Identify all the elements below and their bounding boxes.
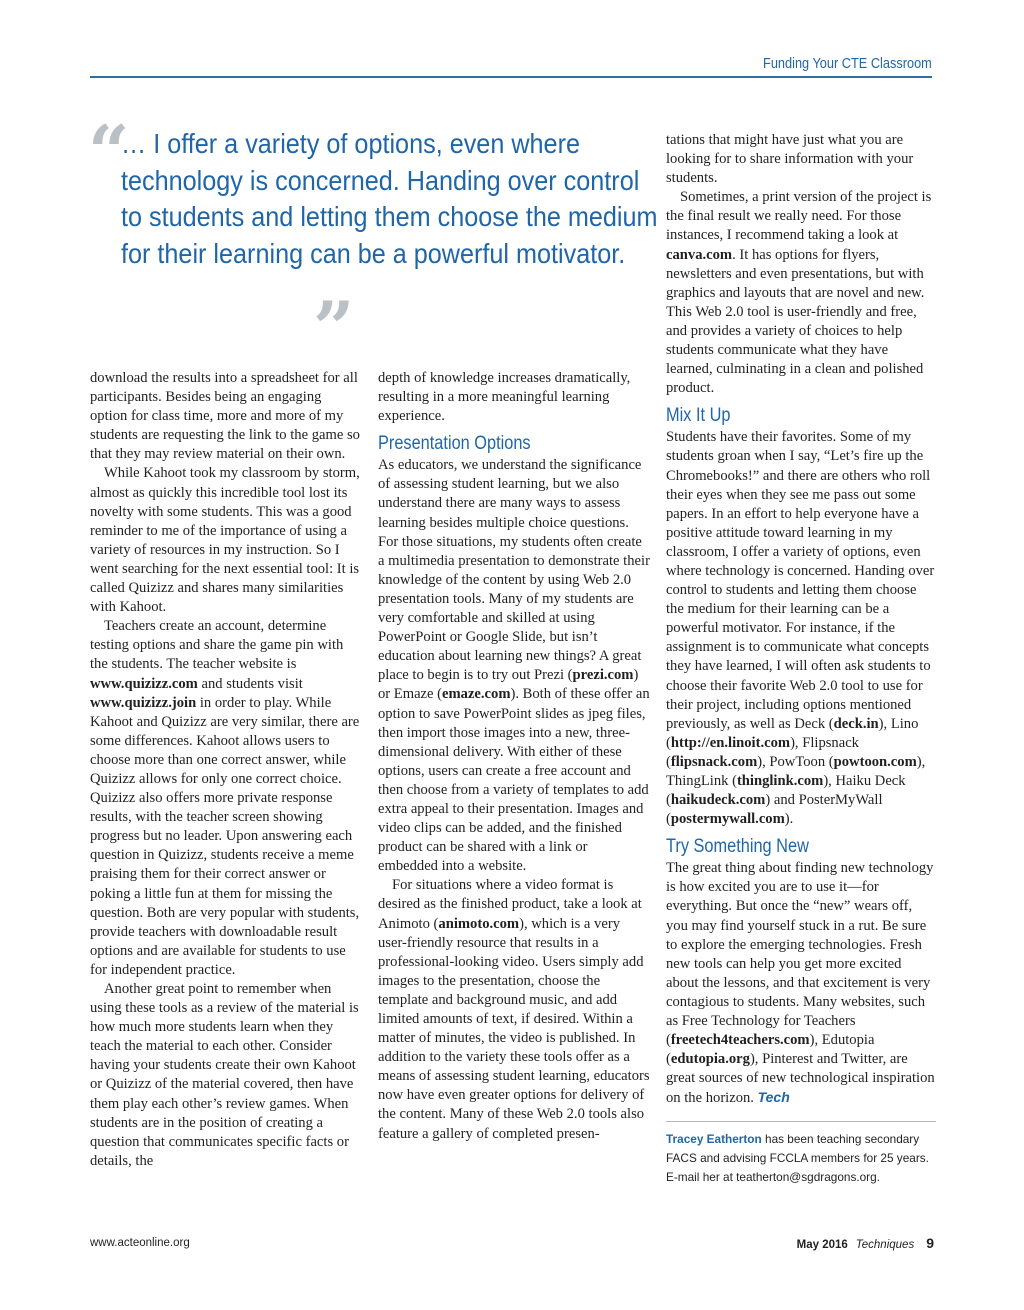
paragraph: download the results into a spreadsheet for all participants. Besides being an engaging option for class time, more and more of my students are requesting the link to the game so that they may review material on their own.: [90, 370, 360, 463]
author-name: Tracey Eatherton: [666, 1131, 762, 1146]
subheading-presentation-options: Presentation Options: [378, 433, 531, 455]
paragraph: As educators, we understand the significance of assessing student learning, but we also understand there are many ways to assess learning besides multiple choice questions. For those situations, my students often create a multimedia presentation to demonstrate their knowledge of the content by using Web 2.0 presentation tools. Many of my students are very comfortable and skilled at using PowerPoint or Google Slide, but isn’t education about learning new things? A great place to begin is to try out Prezi (prezi.com) or Emaze (emaze.com). Both of these offer an option to save PowerPoint slides as jpeg files, then import those images into a new, three-dimensional delivery. With either of these options, users can create a free account and then choose from a variety of templates to add extra appeal to their presentation. Images and video clips can be added, and the finished product can be shared with a link or embedded into a website.: [378, 457, 650, 875]
subheading-mix-it-up: Mix It Up: [666, 405, 731, 427]
column-1: [90, 369, 362, 1171]
tech-end-mark: Tech: [757, 1089, 790, 1106]
link-animoto: animoto.com: [438, 915, 520, 932]
section-title: Funding Your CTE Classroom: [763, 56, 932, 72]
paragraph: Sometimes, a print version of the project is the final result we really need. For those instances, I recommend taking a look at canva.com. It has options for flyers, newsletters and even presentations, but with graphics and layouts that are novel and new. This Web 2.0 tool is user-friendly and free, and provides a variety of choices to help students communicate what they have learned, culminating in a clean and polished product.: [666, 189, 932, 397]
magazine-name: Techniques: [855, 1239, 915, 1251]
paragraph: While Kahoot took my classroom by storm, almost as quickly this incredible tool lost its novelty with some students. This was a good reminder to me of the importance of using a variety of resources in my instruction. So I went searching for the next essential tool: It is called Quizizz and shares many similarities with Kahoot.: [90, 465, 360, 616]
paragraph: Another great point to remember when using these tools as a review of the material is how much more students learn when they teach the material to each other. Consider having your students create their own Kahoot or Quizizz of the material covered, then have them play each other’s review games. When students are in the position of creating a question that communicates specific facts or details, the: [90, 981, 359, 1169]
link-quizizz-join: www.quizizz.join: [90, 694, 197, 711]
issue-date: May 2016: [796, 1239, 848, 1251]
link-emaze: emaze.com: [442, 686, 511, 703]
paragraph: The great thing about finding new technology is how excited you are to use it—for everything. But once the “new” wears off, you may find yourself stuck in a rut. Be sure to explore the emerging technologies. Fresh new tools can help you get more excited about the lessons, and that excitement is very contagious to students. Many websites, such as Free Technology for Teachers (freetech4teachers.com), Edutopia (edutopia.org), Pinterest and Twitter, are great sources of new technological inspiration on the horizon. Tech: [666, 860, 935, 1107]
column-2: [378, 369, 650, 1144]
paragraph: For situations where a video format is desired as the finished product, take a look at Animoto (animoto.com), which is a very user-friendly resource that results in a professional-looking video. Users simply add images to the presentation, choose the template and background music, and add limited amounts of text, if desired. Within a matter of minutes, the video is published. In addition to the variety these tools offer as a means of assessing student learning, educators now have even greater options for delivery of the content. Many of these Web 2.0 tools also feature a gallery of completed presen-: [378, 877, 650, 1142]
paragraph: Teachers create an account, determine testing options and share the game pin with the students. The teacher website is www.quizizz.com and students visit www.quizizz.join in order to play. While Kahoot and Quizizz are very similar, there are some differences. Kahoot allows users to choose more than one correct answer, while Quizizz allows for only one correct choice. Quizizz also offers more private response results, with the teacher screen showing progress but no leader. Upon answering each question in Quizizz, students receive a meme praising them for their correct answer or poking a little fun at them for missing the question. Both are very popular with students, provide teachers with downloadable result options and are available for students to use for independent practice.: [90, 618, 360, 978]
paragraph: tations that might have just what you are looking for to share information with your students.: [666, 132, 914, 187]
bio-divider: [666, 1121, 936, 1122]
page-number: 9: [926, 1235, 934, 1251]
link-prezi: prezi.com: [572, 667, 634, 684]
pull-quote-text: … I offer a variety of options, even where technology is concerned. Handing over control to students and letting them choose the medium for their learning can be a powerful motivator.: [121, 128, 658, 269]
paragraph: depth of knowledge increases dramatically, resulting in a more meaningful learning experience.: [378, 370, 631, 425]
close-quote-mark: ”: [313, 285, 355, 370]
footer-website: www.acteonline.org: [90, 1237, 190, 1249]
paragraph: Students have their favorites. Some of my students groan when I say, “Let’s fire up the Chromebooks!” and there are others who roll their eyes when they see me pass out some papers. In an effort to help everyone have a positive attitude toward learning in my classroom, I offer a variety of options, even where technology is concerned. Handing over control to students and letting them choose the medium for their learning can be a powerful motivator. For instance, if the assignment is to communicate what concepts they have learned, I will often ask students to choose their favorite Web 2.0 tool to use for their project, including options mentioned previously, as well as Deck (deck.in), Lino (http://en.linoit.com), Flipsnack (flipsnack.com), PowToon (powtoon.com), ThingLink (thinglink.com), Haiku Deck (haikudeck.com) and PosterMyWall (postermywall.com).: [666, 429, 935, 828]
column-3: [666, 131, 936, 1187]
running-header: [90, 54, 932, 78]
subheading-try-something-new: Try Something New: [666, 836, 809, 858]
link-quizizz: www.quizizz.com: [90, 675, 198, 692]
open-quote-mark: “: [88, 109, 130, 194]
footer-folio: [797, 1235, 934, 1251]
author-bio: Tracey Eatherton has been teaching secondary FACS and advising FCCLA members for 25 years. E-mail her at teatherton@sgdragons.org.: [666, 1131, 929, 1184]
pull-quote: [88, 109, 658, 370]
link-canva: canva.com: [666, 246, 733, 263]
